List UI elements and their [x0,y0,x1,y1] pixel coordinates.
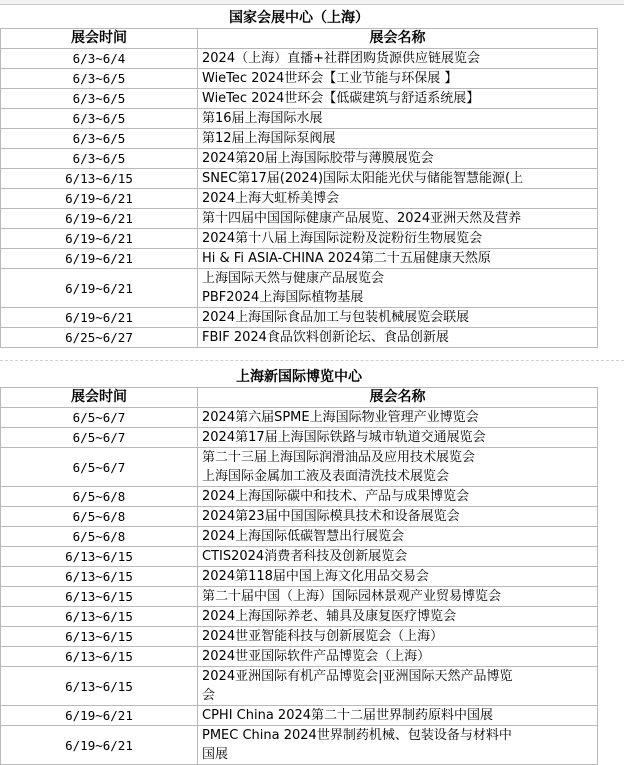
venue1-cell-time[interactable]: 6/19~6/21 [1,308,198,328]
venue2-cell-name-line: 2024上海国际碳中和技术、产品与成果博览会 [202,489,470,504]
venue2-row [1,567,598,587]
venue2-table [0,368,598,765]
venue1-row [1,109,598,129]
venue1-header-name: 展会名称 [198,29,598,49]
venue1-cell-name-line: SNEC第17届(2024)国际太阳能光伏与储能智慧能源(上 [202,171,524,186]
venue2-cell-name[interactable] [198,587,598,607]
venue1-cell-name-line: Hi & Fi ASIA-CHINA 2024第二十五届健康天然原 [202,251,491,266]
venue1-cell-name-line: 2024（上海）直播+社群团购货源供应链展览会 [202,51,480,66]
venue2-cell-name-line: 上海国际金属加工液及表面清洗技术展览会 [202,469,450,484]
venue2-cell-name-line: 2024第六届SPME上海国际物业管理产业博览会 [202,410,479,425]
venue2-row [1,726,598,765]
venue2-row [1,587,598,607]
venue2-cell-time[interactable]: 6/13~6/15 [1,547,198,567]
venue2-cell-name[interactable] [198,527,598,547]
venue1-cell-time[interactable]: 6/3~6/5 [1,69,198,89]
venue2-cell-time[interactable]: 6/13~6/15 [1,647,198,667]
venue1-cell-name[interactable] [198,209,598,229]
venue2-cell-name-line: 2024世亚国际软件产品博览会（上海） [202,649,431,664]
venue2-cell-name-line: 会 [202,688,216,703]
venue1-cell-name-line: 第16届上海国际水展 [202,111,323,126]
venue1-cell-name[interactable] [198,129,598,149]
venue2-cell-name[interactable] [198,547,598,567]
venue1-cell-time[interactable]: 6/3~6/5 [1,109,198,129]
venue1-row [1,49,598,69]
venue2-cell-name-line: 2024第17届上海国际铁路与城市轨道交通展览会 [202,430,486,445]
venue2-cell-name[interactable] [198,448,598,487]
venue2-cell-time[interactable]: 6/5~6/8 [1,527,198,547]
venue2-cell-time[interactable]: 6/5~6/7 [1,408,198,428]
venue2-row [1,647,598,667]
venue1-cell-name[interactable] [198,169,598,189]
venue2-cell-time[interactable]: 6/19~6/21 [1,726,198,765]
venue1-cell-name-line: 第12届上海国际泵阀展 [202,131,336,146]
venue2-cell-time[interactable]: 6/13~6/15 [1,587,198,607]
column-header-d[interactable] [392,0,398,1]
venue1-row [1,328,598,348]
venue1-row [1,249,598,269]
venue2-cell-time[interactable]: 6/5~6/8 [1,507,198,527]
venue1-cell-name-line: 上海国际天然与健康产品展览会 [202,271,385,286]
venue2-row [1,487,598,507]
venue1-cell-name-line: 2024第十八届上海国际淀粉及淀粉衍生物展览会 [202,231,483,246]
venue2-cell-name[interactable] [198,507,598,527]
venue2-cell-name-line: PMEC China 2024世界制药机械、包装设备与材料中 [202,728,512,743]
venue2-row [1,627,598,647]
venue2-cell-name-line: CTIS2024消费者科技及创新展览会 [202,549,408,564]
venue1-row [1,89,598,109]
venue1-cell-name[interactable] [198,249,598,269]
venue2-cell-name-line: 国展 [202,747,229,762]
venue1-cell-name[interactable] [198,69,598,89]
venue2-cell-time[interactable]: 6/13~6/15 [1,667,198,706]
venue1-cell-name[interactable] [198,49,598,69]
venue2-cell-time[interactable]: 6/13~6/15 [1,607,198,627]
venue2-cell-time[interactable]: 6/13~6/15 [1,567,198,587]
venue1-cell-name[interactable] [198,109,598,129]
venue2-cell-time[interactable]: 6/5~6/7 [1,448,198,487]
venue2-cell-name-line: 2024亚洲国际有机产品博览会|亚洲国际天然产品博览 [202,669,513,684]
venue2-cell-time[interactable]: 6/13~6/15 [1,627,198,647]
venue1-cell-time[interactable]: 6/19~6/21 [1,269,198,308]
venue1-cell-time[interactable]: 6/3~6/4 [1,49,198,69]
venue1-cell-time[interactable]: 6/19~6/21 [1,209,198,229]
venue2-cell-name-line: CPHI China 2024第二十二届世界制药原料中国展 [202,708,494,723]
venue2-cell-time[interactable]: 6/5~6/7 [1,428,198,448]
venue1-header-time: 展会时间 [1,29,198,49]
venue1-cell-time[interactable]: 6/19~6/21 [1,249,198,269]
venue2-row [1,408,598,428]
venue1-cell-time[interactable]: 6/25~6/27 [1,328,198,348]
venue1-cell-name-line: PBF2024上海国际植物基展 [202,290,364,305]
venue1-row [1,308,598,328]
venue1-cell-name[interactable] [198,308,598,328]
venue1-cell-name[interactable] [198,328,598,348]
venue1-row [1,269,598,308]
venue1-row [1,69,598,89]
venue1-row [1,149,598,169]
venue1-cell-name[interactable] [198,149,598,169]
venue2-cell-name[interactable] [198,607,598,627]
venue2-header-name: 展会名称 [198,388,598,408]
venue2-header-time: 展会时间 [1,388,198,408]
venue2-row [1,428,598,448]
venue1-cell-time[interactable]: 6/13~6/15 [1,169,198,189]
section-gap [0,360,624,361]
venue2-row [1,527,598,547]
venue1-cell-time[interactable]: 6/19~6/21 [1,229,198,249]
venue1-table [0,9,598,348]
venue1-cell-time[interactable]: 6/19~6/21 [1,189,198,209]
venue2-row [1,667,598,706]
venue2-cell-name-line: 2024上海国际养老、辅具及康复医疗博览会 [202,609,457,624]
venue1-cell-name-line: WieTec 2024世环会【工业节能与环保展 】 [202,71,458,86]
venue2-cell-name[interactable] [198,627,598,647]
venue1-row [1,189,598,209]
venue1-cell-time[interactable]: 6/3~6/5 [1,149,198,169]
venue1-cell-name-line: WieTec 2024世环会【低碳建筑与舒适系统展】 [202,91,480,106]
venue2-cell-name-line: 第二十届中国（上海）国际园林景观产业贸易博览会 [202,589,502,604]
venue2-cell-time[interactable]: 6/19~6/21 [1,706,198,726]
venue2-cell-name[interactable] [198,667,598,706]
venue1-cell-name-line: 第十四届中国国际健康产品展览、2024亚洲天然及营养 [202,211,522,226]
venue1-cell-name[interactable] [198,89,598,109]
venue1-cell-name-line: 2024上海大虹桥美博会 [202,191,340,206]
venue1-cell-time[interactable]: 6/3~6/5 [1,129,198,149]
venue2-cell-name-line: 2024第118届中国上海文化用品交易会 [202,569,429,584]
venue2-cell-name[interactable] [198,487,598,507]
venue1-cell-name-line: FBIF 2024食品饮料创新论坛、食品创新展 [202,330,449,345]
venue1-cell-name[interactable] [198,229,598,249]
venue1-row [1,129,598,149]
venue1-cell-name-line: 2024第20届上海国际胶带与薄膜展览会 [202,151,434,166]
venue1-row [1,209,598,229]
venue1-title: 国家会展中心（上海） [1,9,598,29]
venue2-row [1,507,598,527]
venue2-cell-name[interactable] [198,567,598,587]
venue2-cell-name-line: 2024上海国际低碳智慧出行展览会 [202,529,405,544]
column-header-bar [0,0,624,5]
venue2-cell-name-line: 2024第23届中国国际模具技术和设备展览会 [202,509,460,524]
venue1-row [1,229,598,249]
venue2-cell-name-line: 2024世亚智能科技与创新展览会（上海） [202,629,444,644]
venue1-cell-name-line: 2024上海国际食品加工与包装机械展览会联展 [202,310,470,325]
venue2-row [1,547,598,567]
venue2-row [1,706,598,726]
venue1-row [1,169,598,189]
venue2-row [1,448,598,487]
venue1-cell-time[interactable]: 6/3~6/5 [1,89,198,109]
venue2-cell-time[interactable]: 6/5~6/8 [1,487,198,507]
venue2-title: 上海新国际博览中心 [1,368,598,388]
venue1-cell-name[interactable] [198,269,598,308]
venue2-cell-name[interactable] [198,706,598,726]
venue2-cell-name[interactable] [198,726,598,765]
venue2-cell-name[interactable] [198,428,598,448]
venue2-cell-name[interactable] [198,647,598,667]
venue2-cell-name[interactable] [198,408,598,428]
venue1-cell-name[interactable] [198,189,598,209]
venue2-row [1,607,598,627]
venue2-cell-name-line: 第二十三届上海国际润滑油品及应用技术展览会 [202,450,476,465]
column-header-a[interactable] [97,0,102,1]
